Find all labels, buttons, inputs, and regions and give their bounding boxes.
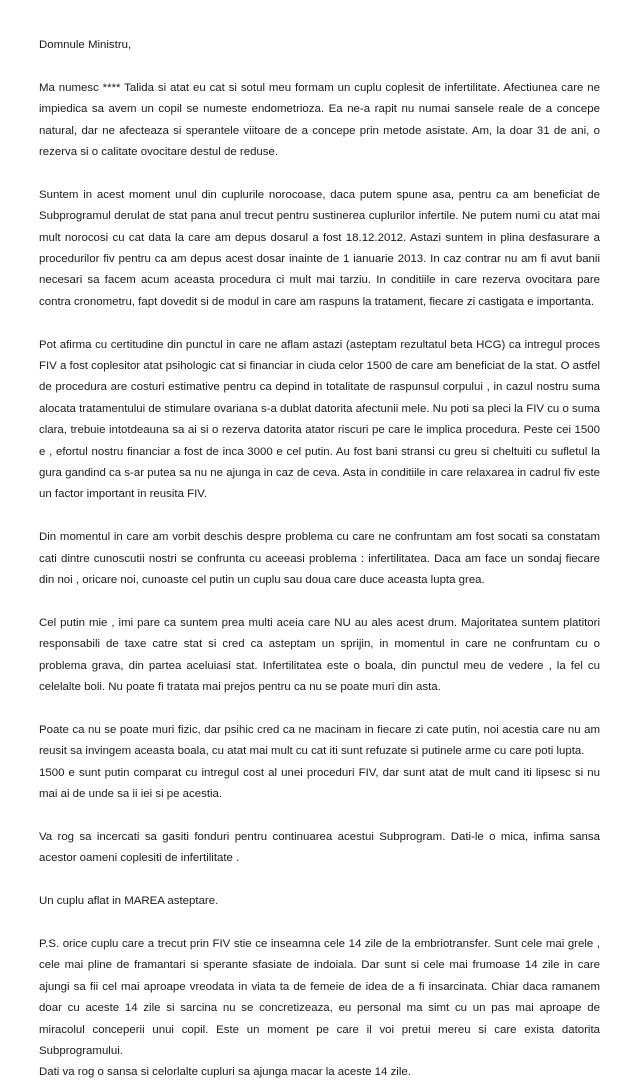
paragraph-line: Poate ca nu se poate muri fizic, dar psihic cred ca ne macinam in fiecare zi cate putin, noi acestia care nu am reusit sa invingem aceasta boala, cu atat mai mult cu cat iti sunt refuzate si putinele arme cu care poti lupta. [39, 723, 600, 758]
paragraph-line: Pot afirma cu certitudine din punctul in care ne aflam astazi (asteptam rezultatul beta HCG) ca intregul proces FIV a fost coplesitor atat psihologic cat si financiar in ciuda celor 1500 de care am beneficiat de la stat. O astfel de procedura are costuri estimative pentru ca depind in totalitate de raspunsul corpului , in cazul nostru suma alocata tratamentului de stimulare ovariana s-a dublat datorita afectunii mele. Nu poti sa pleci la FIV cu o suma clara, trebuie intotdeauna sa ai si o rezerva datorita atator riscuri pe care le implica procedura. Peste cei 1500 e , efortul nostru financiar a fost de inca 3000 e cel putin. Au fost bani stransi cu greu si cheltuiti cu sufletul la gura gandind ca s-ar putea sa nu ne ajunga in caz de ceva. Asta in conditiile in care relaxarea in cadrul fiv este un factor important in reusita FIV. [39, 338, 600, 501]
postscript-line: Dati va rog o sansa si celorlalte cupluri sa ajunga macar la aceste 14 zile. [39, 1066, 411, 1079]
paragraph-line: Suntem in acest moment unul din cuplurile norocoase, daca putem spune asa, pentru ca am beneficiat de Subprogramul derulat de stat pana anul trecut pentru sustinerea cuplurilor infertile. Ne putem numi cu atat mai mult norocosi cu cat data la care am depus dosarul a fost 18.12.2012. Astazi suntem in plina desfasurare a procedurilor fiv pentru ca am depus acest dosar inainte de 1 ianuarie 2013. In caz contrar nu am fi avut banii necesari sa facem acum aceasta procedura ci mult mai tarziu. In conditiile in care rezerva ovocitara pare contra cronometru, fapt dovedit si de modul in care am raspuns la tratament, fiecare zi castigata e importanta. [39, 188, 600, 308]
signature: Un cuplu aflat in MAREA asteptare. [39, 895, 219, 908]
paragraph-psychological [39, 720, 600, 806]
postscript-line: P.S. orice cuplu care a trecut prin FIV stie ce inseamna cele 14 zile de la embriotransfer. Sunt cele mai grele , cele mai pline de framantari si sperante sfasiate de indoiala. Dar sunt si cele mai frumoase 14 zile in care ajungi sa fii cel mai aproape vreodata in viata ta de femeie de idea de a fi insarcinata. Chiar daca ramanem doar cu aceste 14 zile si sarcina nu se concretizeaza, eu personal ma simt cu un pas mai aproape de miracolul conceperii unui copil. Este un moment pe care il voi pretui mereu si care exista datorita Subprogramului. [39, 937, 600, 1057]
paragraph-line: Cel putin mie , imi pare ca suntem prea multi aceia care NU au ales acest drum. Majoritatea suntem platitori responsabili de taxe catre stat si cred ca asteptam un sprijin, in momentul in care ne confruntam cu o problema grava, din partea aceluiasi stat. Infertilitatea este o boala, din punctul meu de vedere , la fel cu celelalte boli. Nu poate fi tratata mai prejos pentru ca nu se poate muri din asta. [39, 616, 600, 694]
paragraph-acquaintances [39, 527, 600, 591]
paragraph-request [39, 827, 600, 870]
paragraph-costs [39, 335, 600, 506]
postscript [39, 934, 600, 1084]
paragraph-intro [39, 78, 600, 164]
paragraph-line: Din momentul in care am vorbit deschis despre problema cu care ne confruntam am fost socati sa constatam cati dintre cunoscutii nostri se confrunta cu aceeasi problema : infertilitatea. Daca am face un sondaj fiecare din noi , oricare noi, cunoaste cel putin un cuplu sau doua care duce aceasta lupta grea. [39, 531, 600, 587]
salutation: Domnule Ministru, [39, 39, 132, 51]
paragraph-line: Ma numesc **** Talida si atat eu cat si sotul meu formam un cuplu coplesit de infertilitate. Afectiunea care ne impiedica sa avem un copil se numeste endometrioza. Ea ne-a rapit nu numai sansele reale de a concepe natural, dar ne afecteaza si sperantele viitoare de a concepe prin metode asistate. Am, la doar 31 de ani, o rezerva si o calitate ovocitare destul de reduse. [39, 81, 600, 159]
paragraph-line: Va rog sa incercati sa gasiti fonduri pentru continuarea acestui Subprogram. Dati-le o mica, infima sansa acestor oameni coplesiti de infertilitate . [39, 830, 600, 865]
paragraph-taxpayers [39, 613, 600, 699]
paragraph-line: 1500 e sunt putin comparat cu intregul cost al unei proceduri FIV, dar sunt atat de mult cand iti lipsesc si nu mai ai de unde sa ii iei si pe acestia. [39, 766, 600, 801]
paragraph-subprogram [39, 185, 600, 313]
